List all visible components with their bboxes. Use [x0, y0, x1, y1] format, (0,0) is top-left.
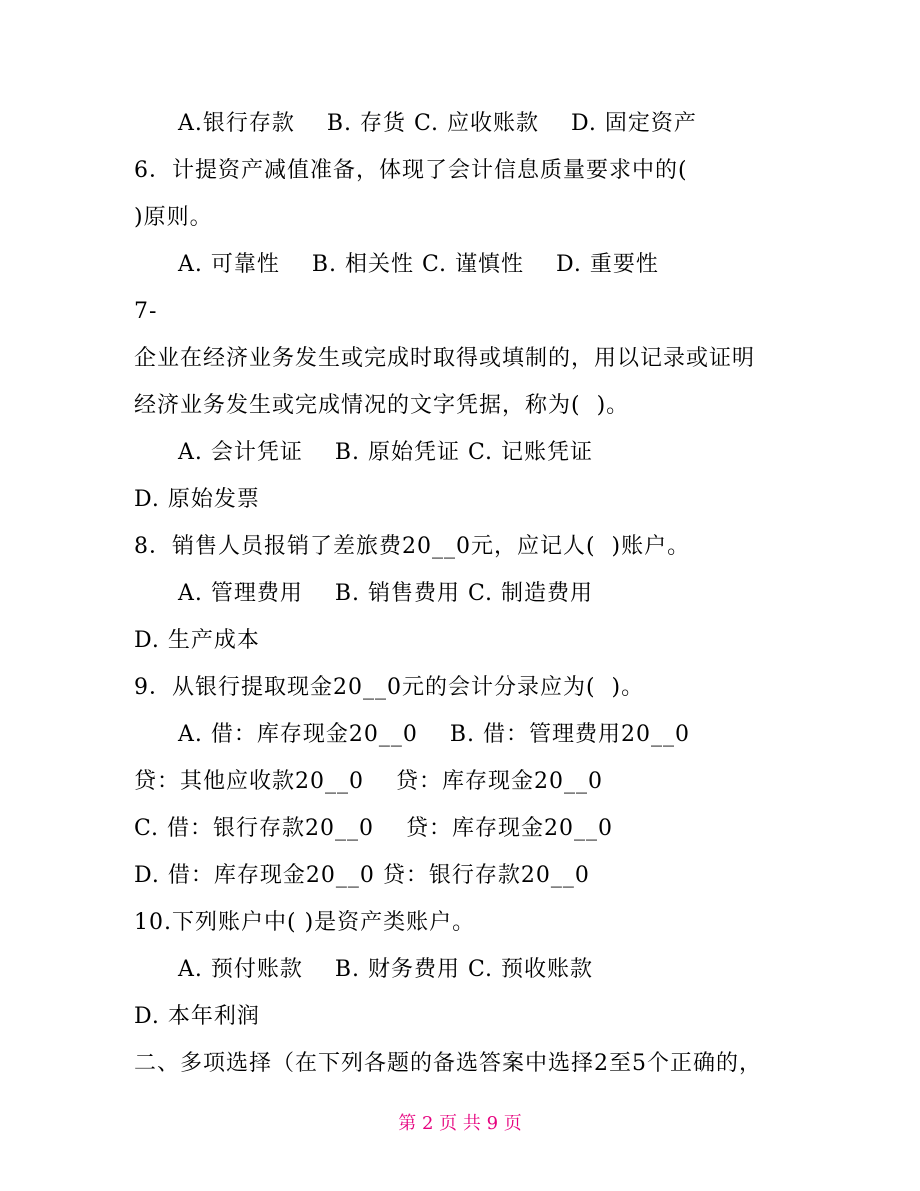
text-line: 企业在经济业务发生或完成时取得或填制的，用以记录或证明 [134, 346, 756, 371]
page-number-footer: 第 2 页 共 9 页 [398, 1113, 522, 1134]
text-line: 贷：其他应收款20__0 贷：库存现金20__0 [134, 769, 603, 794]
text-line: 10.下列账户中( )是资产类账户。 [134, 910, 476, 935]
text-line: C. 借：银行存款20__0 贷：库存现金20__0 [134, 816, 613, 841]
text-line: 8．销售人员报销了差旅费20__0元，应记人( )账户。 [134, 534, 691, 559]
text-line: D. 本年利润 [134, 1004, 260, 1029]
text-line: A. 预付账款 B. 财务费用 C. 预收账款 [178, 957, 594, 982]
text-line: A. 可靠性 B. 相关性 C. 谨慎性 D. 重要性 [178, 252, 659, 277]
text-line: A. 会计凭证 B. 原始凭证 C. 记账凭证 [178, 440, 594, 465]
text-line: A.银行存款 B. 存货 C. 应收账款 D. 固定资产 [178, 111, 697, 136]
text-line: D. 原始发票 [134, 487, 260, 512]
text-line: D. 生产成本 [134, 628, 260, 653]
text-line: 9．从银行提取现金20__0元的会计分录应为( )。 [134, 675, 645, 700]
text-line: 6．计提资产减值准备，体现了会计信息质量要求中的( [134, 158, 688, 183]
text-line: A. 管理费用 B. 销售费用 C. 制造费用 [178, 581, 594, 606]
text-line: D. 借：库存现金20__0 贷：银行存款20__0 [134, 863, 590, 888]
text-line: 经济业务发生或完成情况的文字凭据，称为( )。 [134, 393, 630, 418]
text-line: 7- [134, 299, 158, 324]
text-line: )原则。 [134, 205, 213, 230]
text-line: 二、多项选择（在下列各题的备选答案中选择2至5个正确的， [134, 1051, 762, 1076]
text-line: A. 借：库存现金20__0 B. 借：管理费用20__0 [178, 722, 690, 747]
